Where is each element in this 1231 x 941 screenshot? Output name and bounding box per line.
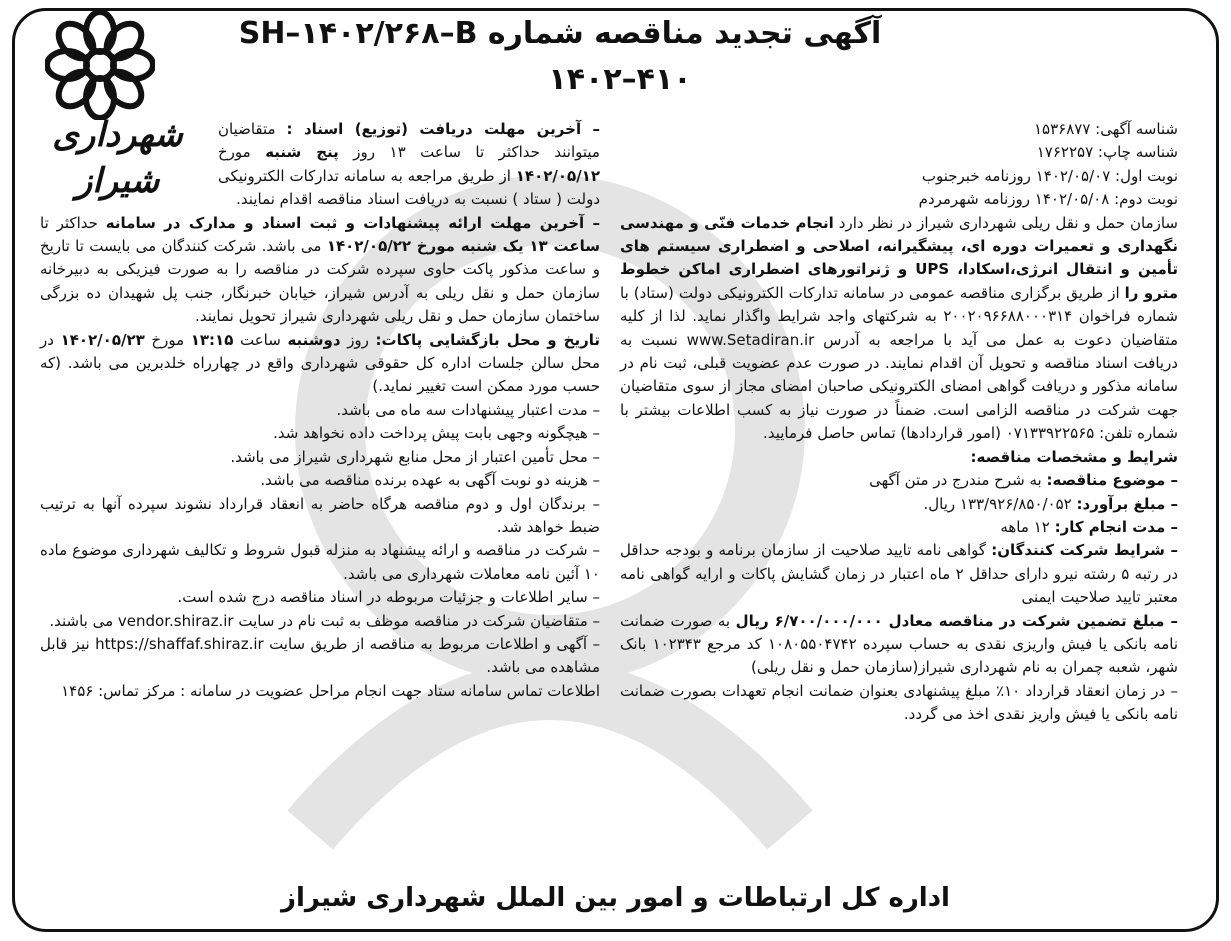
conditions-heading: شرایط و مشخصات مناقصه:: [970, 447, 1178, 466]
ad-title: آگهی تجدید مناقصه شماره SH–۱۴۰۲/۲۶۸–B: [238, 16, 882, 51]
list-item: – هزینه دو نوبت آگهی به عهده برنده مناقصه می باشد.: [260, 471, 600, 490]
list-item: – برندگان اول و دوم مناقصه هرگاه حاضر به انعقاد قرارداد نشوند سپرده آنها به ترتیب ضبط خواهد شد.: [40, 494, 600, 536]
list-item: اطلاعات تماس سامانه ستاد جهت انجام مراحل عضویت در سامانه : مرکز تماس: ۱۴۵۶: [61, 681, 600, 700]
project-title: انجام خدمات فنّی و مهندسی نگهداری و تعمیرات دوره ای، پیشگیرانه، اصلاحی و اضطراری سیستم های تأمین و انتقال انرژی،اسکادا، UPS و ژنراتورهای اضطراری اماکن خطوط مترو را: [620, 213, 1178, 302]
submit-deadline: – آخرین مهلت ارائه پیشنهادات و ثبت اسناد و مدارک در سامانه حداکثر تا ساعت ۱۳ یک شنبه مورخ ۱۴۰۲/۰۵/۲۲ می باشد. شرکت کنندگان می بایست تا تاریخ و ساعت مذکور پاکت حاوی سپرده شرکت در مناقصه را به صورت فیزیکی به دبیرخانه سازمان حمل و نقل ریلی به آدرس شیراز، خیابان خبرنگار، جنب پل شهیدان ده بزرگی ساختمان سازمان حمل و نقل ریلی شهرداری شیراز تحویل نمایند.: [40, 213, 600, 326]
list-item: – آگهی و اطلاعات مربوط به مناقصه از طریق سایت https://shaffaf.shiraz.ir نیز قابل مشاهده می باشد.: [40, 634, 600, 677]
second-run: نوبت دوم: ۱۴۰۲/۰۵/۰۸ روزنامه شهرمردم: [918, 190, 1178, 209]
duration-row: – مدت انجام کار: ۱۲ ماهه: [1000, 517, 1178, 536]
right-column: [620, 118, 1178, 727]
list-item: – مدت اعتبار پیشنهادات سه ماه می باشد.: [336, 400, 600, 419]
estimate-row: – مبلغ برآورد: ۱۳۳/۹۲۶/۸۵۰/۰۵۲ ریال.: [923, 494, 1178, 513]
docs-deadline: – آخرین مهلت دریافت (توزیع) اسناد : متقاضیان میتوانند حداکثر تا ساعت ۱۳ روز پنج شنبه مورخ ۱۴۰۲/۰۵/۱۲ از طریق مراجعه به سامانه تدارکات الکترونیکی دولت ( ستاد ) نسبت به دریافت اسناد مناقصه اقدام نمایند.: [218, 120, 601, 209]
list-item: – شرکت در مناقصه و ارائه پیشنهاد به منزله قبول شروط و تکالیف شهرداری موضوع ماده ۱۰ آئین نامه معاملات شهرداری می باشد.: [40, 541, 600, 583]
list-item: – هیچگونه وجهی بابت پیش پرداخت داده نخواهد شد.: [273, 424, 600, 443]
ad-id: شناسه آگهی: ۱۵۳۶۸۷۷: [1034, 120, 1178, 138]
list-item: – متقاضیان شرکت در مناقصه موظف به ثبت نام در سایت vendor.shiraz.ir می باشند.: [49, 611, 600, 630]
participants-row: – شرایط شرکت کنندگان: گواهی نامه تایید صلاحیت از سازمان برنامه و بودجه حداقل در رتبه ۵ رشته نیرو دارای حداقل ۲ ماه اعتبار در زمان گشایش پاکات و ارایه گواهی نامه معتبر تایید صلاحیت ایمنی: [620, 541, 1178, 607]
guarantee-row: – مبلغ تضمین شرکت در مناقصه معادل ۶/۷۰۰/۰۰۰/۰۰۰ ریال به صورت ضمانت نامه بانکی یا فیش واریزی نقدی به حساب سپرده ۱۰۸۰۵۵۰۴۷۴۲ کد مرجع ۱۰۲۳۴۳ بانک شهر، شعبه چمران به نام شهرداری شیراز(سازمان حمل و نقل ریلی): [620, 611, 1179, 677]
subject-row: – موضوع مناقصه: به شرح مندرج در متن آگهی: [869, 471, 1178, 490]
contract-note: – در زمان انعقاد قرارداد ۱۰٪ مبلغ پیشنهادی بعنوان ضمانت انجام تعهدات بصورت ضمانت نامه بانکی یا فیش واریز نقدی اخذ می گردد.: [620, 681, 1178, 724]
first-run: نوبت اول: ۱۴۰۲/۰۵/۰۷ روزنامه خبرجنوب: [921, 166, 1178, 185]
opening-info: تاریخ و محل بازگشایی پاکات: روز دوشنبه ساعت ۱۳:۱۵ مورخ ۱۴۰۲/۰۵/۲۳ در محل سالن جلسات اداره کل حقوقی شهرداری واقع در چهارراه خلدبرین می باشد. (که حسب مورد ممکن است تغییر نماید.): [40, 330, 600, 396]
municipality-logo-text: شهرداری شیراز: [52, 115, 183, 201]
list-item: – سایر اطلاعات و جزئیات مربوطه در اسناد مناقصه درج شده است.: [177, 588, 600, 607]
print-id: شناسه چاپ: ۱۷۶۲۲۵۷: [1036, 143, 1178, 162]
ad-subtitle: ۱۴۰۲–۴۱۰: [548, 62, 692, 97]
intro-paragraph: سازمان حمل و نقل ریلی شهرداری شیراز در نظر دارد انجام خدمات فنّی و مهندسی نگهداری و تعمیرات دوره ای، پیشگیرانه، اصلاحی و اضطراری سیستم های تأمین و انتقال انرژی،اسکادا، UPS و ژنراتورهای اضطراری اماکن خطوط مترو را از طریق برگزاری مناقصه عمومی در سامانه تدارکات الکترونیکی دولت (ستاد) با شماره فراخوان ۲۰۰۲۰۹۶۶۸۸۰۰۰۳۱۴ به شرکتهای واجد شرایط واگذار نماید. لذا از کلیه متقاضیان دعوت به عمل می آید با مراجعه به آدرس www.Setadiran.ir نسبت به دریافت اسناد مناقصه و تحویل آن اقدام نمایند. در صورت عدم عضویت قبلی، ثبت نام در سامانه مذکور و دریافت گواهی امضای الکترونیکی صاحبان امضای مجاز از سوی متقاضیان جهت شرکت در مناقصه الزامی است. ضمناً در صورت نیاز به کسب اطلاعات بیشتر با شماره تلفن: ۰۷۱۳۳۹۲۲۵۶۵ (امور قراردادها) تماس حاصل فرمایید.: [620, 213, 1178, 443]
flower-emblem-icon: [45, 10, 155, 120]
footer-department: اداره کل ارتباطات و امور بین الملل شهرداری شیراز: [281, 883, 950, 913]
left-column: [40, 118, 600, 703]
list-item: – محل تأمین اعتبار از محل منابع شهرداری شیراز می باشد.: [230, 447, 600, 466]
